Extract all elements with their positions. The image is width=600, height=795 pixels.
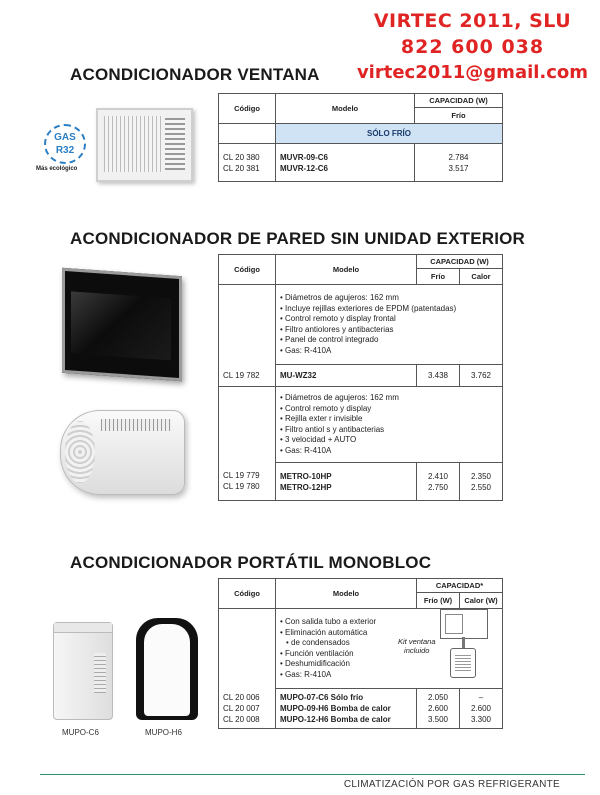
table-row-heat: 2.350 — [470, 471, 492, 481]
list-item: • Gas: R-410A — [280, 346, 498, 357]
table-row-code: CL 20 381 — [223, 163, 260, 173]
table-row-model: MUPO-12-H6 Bomba de calor — [280, 715, 391, 724]
col-model: Modelo — [276, 255, 417, 285]
badge-line2: R32 — [55, 145, 75, 156]
table-row-model: METRO-12HP — [280, 482, 332, 492]
table-row-model: MU-WZ32 — [276, 365, 417, 387]
mupo-c6-caption: MUPO-C6 — [62, 728, 99, 737]
list-item: • Función ventilación — [280, 649, 498, 660]
kit-unit-grille — [455, 653, 471, 671]
mupo-c6-grille — [94, 653, 106, 693]
table-row-cold: 3.500 — [427, 715, 449, 724]
col-capacity: CAPACIDAD (W) — [415, 94, 503, 108]
company-email: virtec2011@gmail.com — [356, 62, 589, 83]
mupo-h6-caption: MUPO-H6 — [145, 728, 182, 737]
table-row-code: CL 19 780 — [223, 482, 260, 492]
table-row-cold: 2.050 — [427, 693, 449, 702]
window-ac-table — [218, 93, 503, 182]
table-row-code: CL 20 380 — [223, 152, 260, 162]
col-model: Modelo — [276, 579, 417, 609]
col-code: Código — [219, 579, 276, 609]
list-item: • Filtro antiol s y antibacterias — [280, 425, 498, 436]
table-row-model: MUPO-07-C6 Sólo frío — [280, 693, 364, 702]
metro-ac-image — [60, 410, 185, 495]
badge-line1: GAS — [54, 132, 76, 143]
wall-ac-title: ACONDICIONADOR DE PARED SIN UNIDAD EXTERIOR — [70, 229, 526, 248]
col-code: Código — [219, 255, 276, 285]
list-item: • Gas: R-410A — [280, 670, 498, 681]
list-item: • Filtro antiolores y antibacterias — [280, 325, 498, 336]
footer-text: CLIMATIZACIÓN POR GAS REFRIGERANTE — [343, 779, 560, 790]
metro-ac-endcap — [65, 421, 95, 483]
window-ac-grille — [104, 116, 162, 172]
table-row-code: CL 19 779 — [223, 471, 260, 481]
features-list — [280, 393, 498, 456]
mupo-c6-image — [53, 622, 113, 720]
company-name: VIRTEC 2011, SLU — [373, 10, 572, 32]
col-capacity: CAPACIDAD (W) — [417, 255, 503, 269]
kit-label-line1: Kit ventana — [398, 637, 436, 646]
table-row-model: MUVR-09-C6 — [280, 152, 329, 162]
table-row-code: CL 20 008 — [223, 714, 260, 724]
col-cold: Frío — [417, 269, 460, 285]
list-item: • Con salida tubo a exterior — [280, 617, 498, 628]
list-item: • Control remoto y display frontal — [280, 314, 498, 325]
wall-ac-image — [62, 268, 182, 381]
portable-ac-title: ACONDICIONADOR PORTÁTIL MONOBLOC — [70, 553, 432, 572]
col-cold: Frío (W) — [417, 593, 460, 609]
list-item: • Panel de control integrado — [280, 335, 498, 346]
badge-caption: Más ecológico — [36, 166, 78, 172]
wall-ac-panel — [71, 291, 171, 360]
kit-label — [398, 637, 436, 655]
col-cold: Frío — [415, 108, 503, 124]
table-row-model: MUPO-09-H6 Bomba de calor — [280, 704, 391, 713]
mupo-h6-image — [136, 618, 198, 720]
list-item: • Deshumidificación — [280, 659, 498, 670]
footer-divider — [40, 774, 585, 775]
window-ac-image — [96, 108, 193, 182]
table-row-model: METRO-10HP — [280, 471, 332, 481]
list-item: • 3 velocidad + AUTO — [280, 435, 498, 446]
table-row-cold: 3.517 — [448, 163, 469, 173]
kit-window-illustration — [440, 609, 488, 639]
table-row-heat: 3.762 — [460, 365, 503, 387]
table-row-cold: 3.438 — [417, 365, 460, 387]
table-row-heat: – — [478, 693, 484, 702]
table-row-heat: 3.300 — [470, 715, 492, 724]
table-row-cold: 2.600 — [427, 704, 449, 713]
table-row-heat: 2.600 — [470, 704, 492, 713]
table-row-code: CL 19 782 — [219, 365, 276, 387]
list-item: • Control remoto y display — [280, 404, 498, 415]
company-phone: 822 600 038 — [400, 36, 545, 58]
table-row-cold: 2.410 — [427, 471, 449, 481]
table-row-cold: 2.750 — [427, 482, 449, 492]
table-row-heat: 2.550 — [470, 482, 492, 492]
list-item: • Eliminación automática — [280, 628, 498, 639]
table-row-model: MUVR-12-C6 — [280, 163, 329, 173]
mupo-h6-face — [144, 624, 190, 716]
list-item: • de condensados — [280, 638, 498, 649]
wall-ac-table — [218, 254, 503, 501]
metro-ac-vent — [101, 419, 171, 431]
kit-unit-illustration — [450, 648, 476, 678]
list-item: • Rejilla exter r invisible — [280, 414, 498, 425]
window-ac-vents — [165, 118, 185, 170]
col-heat: Calor (W) — [460, 593, 503, 609]
features-list — [280, 293, 498, 356]
solo-frio-label: SÓLO FRÍO — [276, 124, 503, 144]
col-capacity: CAPACIDAD* — [417, 579, 503, 593]
window-ac-title: ACONDICIONADOR VENTANA — [70, 65, 320, 84]
contact-watermark — [355, 8, 590, 86]
kit-label-line2: incluido — [404, 646, 430, 655]
list-item: • Diámetros de agujeros: 162 mm — [280, 393, 498, 404]
kit-window-pane — [445, 614, 463, 634]
col-model: Modelo — [276, 94, 415, 124]
mupo-c6-top — [54, 623, 112, 633]
table-row-code: CL 20 007 — [223, 703, 260, 713]
col-code: Código — [219, 94, 276, 124]
gas-r32-badge-icon — [44, 124, 86, 164]
list-item: • Diámetros de agujeros: 162 mm — [280, 293, 498, 304]
table-row-code: CL 20 006 — [223, 692, 260, 702]
col-heat: Calor — [460, 269, 503, 285]
table-row-cold: 2.784 — [448, 152, 469, 162]
list-item: • Incluye rejillas exteriores de EPDM (patentadas) — [280, 304, 498, 315]
list-item: • Gas: R-410A — [280, 446, 498, 457]
